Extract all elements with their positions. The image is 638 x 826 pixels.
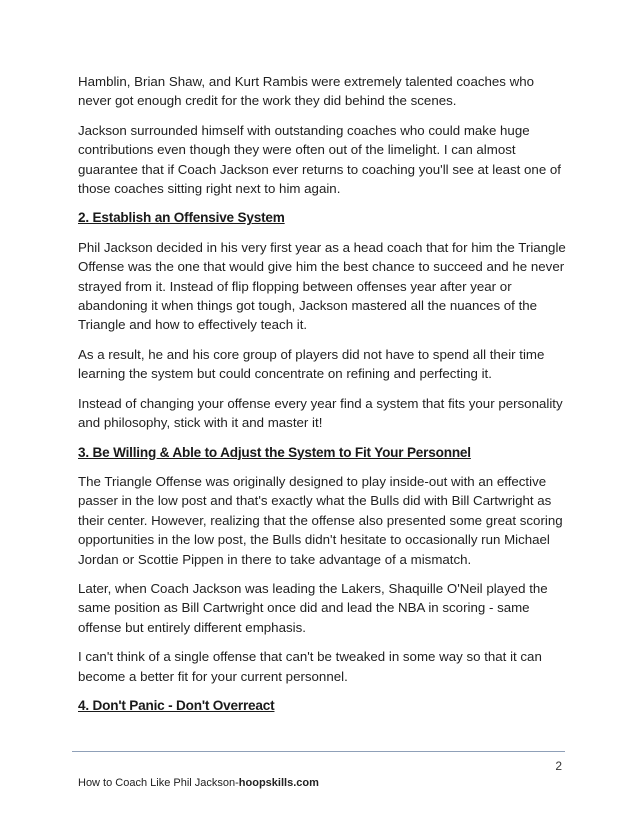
paragraph: Later, when Coach Jackson was leading the Lakers, Shaquille O'Neil played the same position as Bill Cartwright once did and lead the NBA in scoring - same offense but entirely different emphasis. — [78, 580, 548, 635]
page-body — [78, 72, 570, 725]
paragraph: The Triangle Offense was originally designed to play inside-out with an effective passer in the low post and that's exactly what the Bulls did with Bill Cartwright as their center. However, realizing that the offense also presented some great scoring opportunities in the low post, the Bulls didn't hesitate to occasionally run Michael Jordan or Scottie Pippen in there to take advantage of a mismatch. — [78, 473, 563, 567]
paragraph: Jackson surrounded himself with outstanding coaches who could make huge contributions even though they were often out of the limelight. I can almost guarantee that if Coach Jackson ever returns to coaching you'll see at least one of those coaches sitting right next to him again. — [78, 122, 561, 197]
footer-site: hoopskills.com — [238, 777, 319, 789]
paragraph: Hamblin, Brian Shaw, and Kurt Rambis were extremely talented coaches who never got enough credit for the work they did behind the scenes. — [78, 74, 535, 109]
footer-divider — [72, 751, 565, 752]
paragraph: Instead of changing your offense every year find a system that fits your personality and philosophy, stick with it and master it! — [78, 395, 563, 431]
section-heading: 2. Establish an Offensive System — [78, 210, 285, 226]
footer-title: How to Coach Like Phil Jackson- — [78, 777, 239, 789]
paragraph: Phil Jackson decided in his very first year as a head coach that for him the Triangle Offense was the one that would give him the best chance to succeed and he never strayed from it. Instead of flip flopping between offenses year after year or abandoning it when things got tough, Jackson mastered all the nuances of the Triangle and how to effectively teach it. — [78, 239, 566, 333]
section-heading: 4. Don't Panic - Don't Overreact — [78, 697, 275, 713]
paragraph: As a result, he and his core group of players did not have to spend all their time learning the system but could concentrate on refining and perfecting it. — [78, 346, 545, 382]
page-number: 2 — [555, 759, 562, 773]
section-heading: 3. Be Willing & Able to Adjust the System to Fit Your Personnel — [78, 444, 471, 460]
footer-text — [78, 777, 319, 789]
paragraph: I can't think of a single offense that can't be tweaked in some way so that it can become a better fit for your current personnel. — [78, 649, 542, 684]
